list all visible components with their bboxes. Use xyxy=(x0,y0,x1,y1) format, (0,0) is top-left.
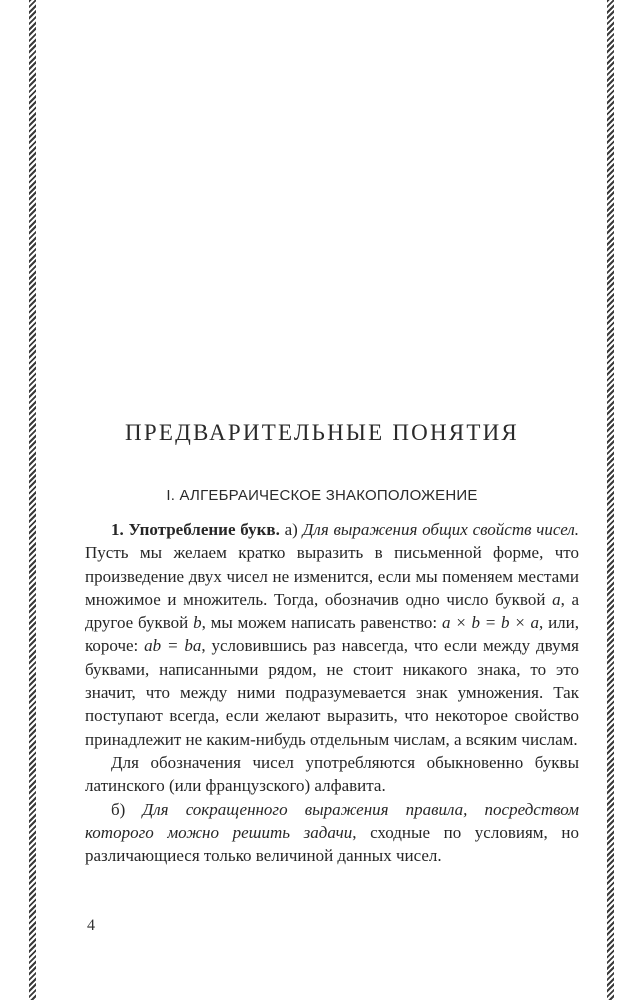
text-segment: , сходные по условиям, но различающиеся только величиной данных чисел. xyxy=(85,822,579,866)
section-title: I. АЛГЕБРАИЧЕСКОЕ ЗНАКОПОЛОЖЕНИЕ xyxy=(166,487,478,504)
paragraph-3 xyxy=(85,798,579,868)
paragraph-1 xyxy=(85,518,579,751)
text-segment: Пусть мы желаем кратко выразить в письменной форме, что произведение двух чисел не изменится, если мы поменяем местами множимое и множитель. Тогда, обозначив одно число буквой xyxy=(85,543,579,609)
item-label-b: б) xyxy=(111,799,143,819)
text-segment: , или, короче: xyxy=(85,613,580,656)
page-number: 4 xyxy=(87,917,95,934)
body-text xyxy=(85,518,579,867)
equation-1: a × b = b × a xyxy=(441,613,540,633)
text-segment: , мы можем написать равенство: xyxy=(201,613,442,633)
item-label-a: а) xyxy=(279,520,303,539)
paragraph-number: 1. Употребление букв. xyxy=(111,520,280,539)
italic-heading-b: Для сокращенного выражения правила, посредством которого можно решить задачи xyxy=(85,799,579,842)
paragraph-2: Для обозначения чисел употребляются обыкновенно буквы латинского (или французского) алфавита. xyxy=(85,752,579,796)
variable-a: a xyxy=(552,589,561,609)
variable-b: b xyxy=(193,613,202,633)
text-segment: , условившись раз навсегда, что если между двумя буквами, написанными рядом, не стоит никакого знака, то это значит, что между ними подразумевается знак умножения. Так поступают всегда, если желают выразить, что некоторое свойство принадлежит не каким-нибудь отдельным числам, а всяким числам. xyxy=(85,636,579,749)
italic-heading-a: Для выражения общих свойств чисел. xyxy=(302,520,579,539)
text-segment: , а другое буквой xyxy=(85,589,579,633)
chapter-title: ПРЕДВАРИТЕЛЬНЫЕ ПОНЯТИЯ xyxy=(125,420,519,445)
equation-2: ab = ba xyxy=(144,636,202,656)
